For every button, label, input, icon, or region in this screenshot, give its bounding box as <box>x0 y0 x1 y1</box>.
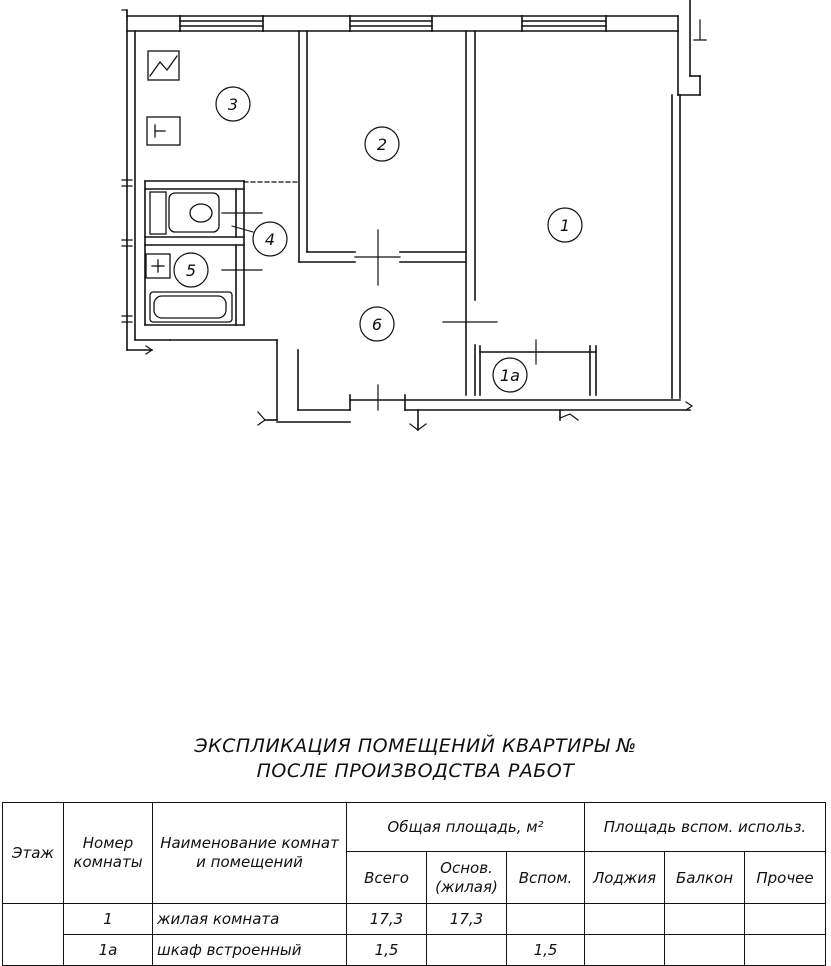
cell-total: 1,5 <box>347 935 427 966</box>
floor-plan <box>0 0 831 460</box>
room-label-5: 5 <box>185 261 197 280</box>
fixtures <box>146 51 232 322</box>
explication-table <box>2 802 826 966</box>
header-aux-area: Площадь вспом. использ. <box>585 803 826 852</box>
toilet-tank-icon <box>150 192 166 234</box>
header-room-name: Наименование комнат и помещений <box>153 803 347 904</box>
room-label-1a: 1а <box>500 366 520 385</box>
room-label-2: 2 <box>376 135 388 154</box>
cell-other <box>745 935 826 966</box>
room-label-6: 6 <box>371 315 383 334</box>
cell-loggia <box>585 935 665 966</box>
cell-name: жилая комната <box>153 904 347 935</box>
cell-aux <box>507 904 585 935</box>
header-main: Основ. (жилая) <box>427 852 507 904</box>
room-label-1: 1 <box>559 216 571 235</box>
explication-title <box>0 734 831 784</box>
cell-name: шкаф встроенный <box>153 935 347 966</box>
room-label-4: 4 <box>264 230 276 249</box>
header-room-number: Номер комнаты <box>64 803 153 904</box>
break-marks <box>122 10 706 430</box>
explication-title-line1: ЭКСПЛИКАЦИЯ ПОМЕЩЕНИЙ КВАРТИРЫ № <box>194 735 637 757</box>
outer-wall <box>127 0 700 430</box>
room-label-3: 3 <box>227 95 239 114</box>
header-floor: Этаж <box>3 803 64 904</box>
header-loggia: Лоджия <box>585 852 665 904</box>
cell-loggia <box>585 904 665 935</box>
explication-title-line2: ПОСЛЕ ПРОИЗВОДСТВА РАБОТ <box>256 760 575 782</box>
cell-total: 17,3 <box>347 904 427 935</box>
header-balcony: Балкон <box>665 852 745 904</box>
header-aux: Вспом. <box>507 852 585 904</box>
cell-main <box>427 935 507 966</box>
cell-balcony <box>665 904 745 935</box>
cell-balcony <box>665 935 745 966</box>
cell-other <box>745 904 826 935</box>
table-row <box>3 904 826 935</box>
cell-floor <box>3 904 64 966</box>
cell-main: 17,3 <box>427 904 507 935</box>
header-other: Прочее <box>745 852 826 904</box>
cell-number: 1 <box>64 904 153 935</box>
header-total-area: Общая площадь, м² <box>347 803 585 852</box>
stove-burner-icon <box>150 56 177 76</box>
table-row <box>3 935 826 966</box>
cell-number: 1а <box>64 935 153 966</box>
header-total: Всего <box>347 852 427 904</box>
cell-aux: 1,5 <box>507 935 585 966</box>
